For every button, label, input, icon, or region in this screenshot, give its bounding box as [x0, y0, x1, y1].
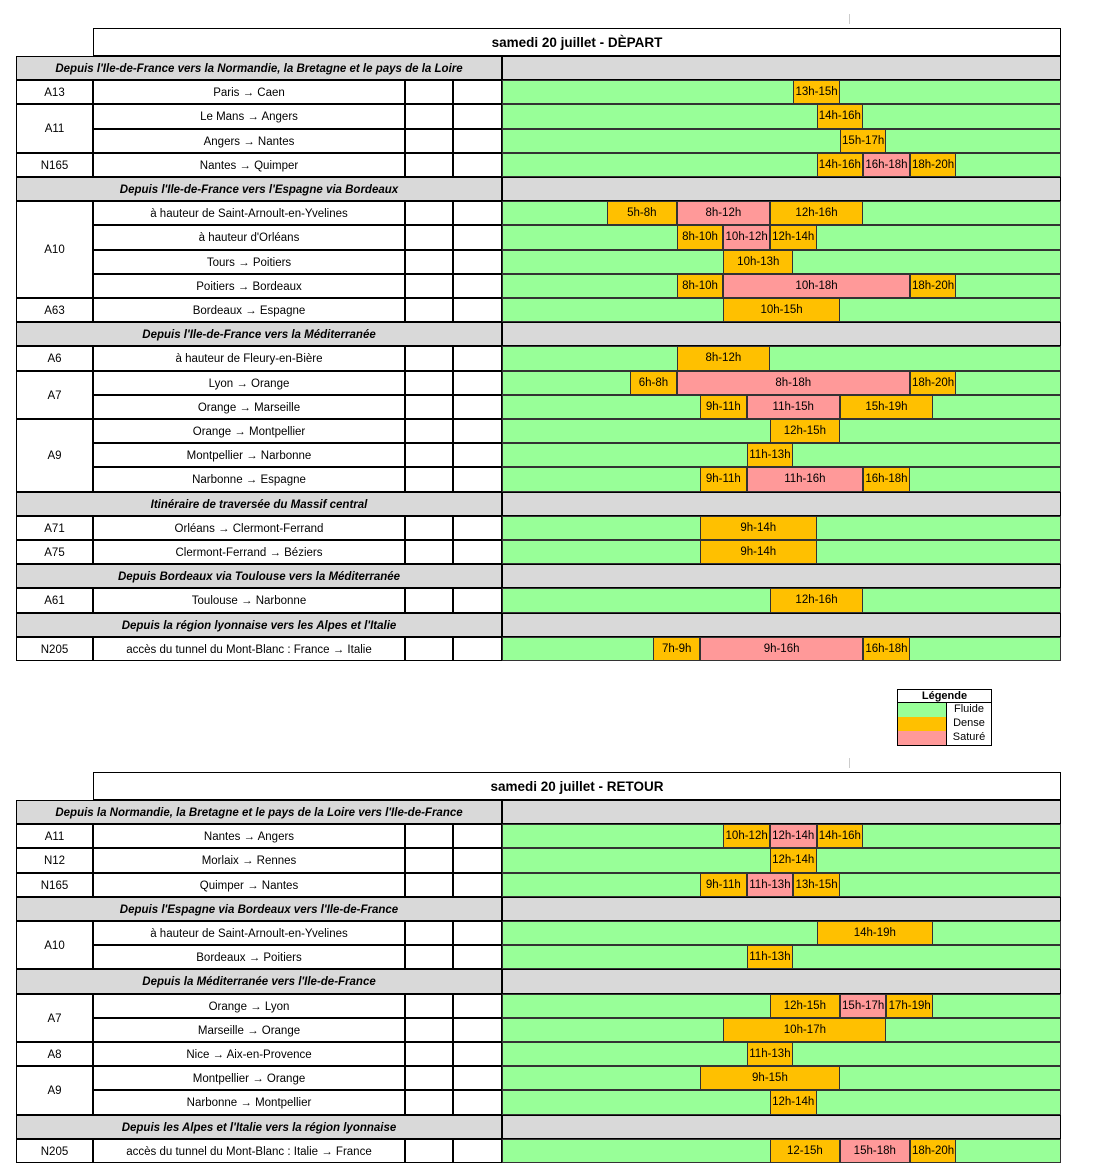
page-tick [849, 14, 850, 24]
blank-cell [453, 1042, 502, 1066]
legend-swatch [898, 731, 946, 745]
route-label: à hauteur de Saint-Arnoult-en-Yvelines [93, 921, 405, 945]
blank-cell [405, 274, 453, 298]
route-label: Bordeaux → Poitiers [93, 945, 405, 969]
traffic-segment-dense: 14h-16h [817, 825, 864, 847]
section-header: Depuis l'Ile-de-France vers la Méditerranée [16, 322, 502, 346]
blank-cell [453, 1090, 502, 1114]
road-number: N12 [16, 848, 93, 872]
route-label: à hauteur de Fleury-en-Bière [93, 346, 405, 370]
section-header-blank [502, 492, 1061, 516]
road-number: A7 [16, 994, 93, 1042]
traffic-segment-sature: 9h-16h [700, 638, 863, 660]
route-label: Morlaix → Rennes [93, 848, 405, 872]
traffic-segment-dense: 16h-18h [863, 468, 910, 490]
blank-cell [405, 419, 453, 443]
blank-cell [453, 80, 502, 104]
traffic-segment-dense: 11h-13h [747, 444, 794, 466]
blank-cell [405, 153, 453, 177]
blank-cell [453, 1139, 502, 1163]
traffic-segment-dense: 8h-12h [677, 347, 770, 369]
blank-cell [405, 443, 453, 467]
traffic-segment-sature: 10h-18h [723, 275, 909, 297]
traffic-segment-dense: 9h-14h [700, 517, 817, 539]
route-label: Montpellier → Narbonne [93, 443, 405, 467]
traffic-segment-dense: 17h-19h [886, 995, 933, 1017]
section-header-blank [502, 897, 1061, 921]
route-label: Nantes → Angers [93, 824, 405, 848]
route-label: Paris → Caen [93, 80, 405, 104]
blank-cell [405, 371, 453, 395]
traffic-segment-dense: 14h-19h [817, 922, 934, 944]
traffic-segment-dense: 7h-9h [653, 638, 700, 660]
traffic-segment-dense: 16h-18h [863, 638, 910, 660]
section-header: Depuis l'Espagne via Bordeaux vers l'Ile-de-France [16, 897, 502, 921]
blank-cell [453, 298, 502, 322]
legend-label: Fluide [946, 703, 991, 717]
section-header-blank [502, 800, 1061, 824]
traffic-segment-dense: 13h-15h [793, 874, 840, 896]
route-label: Nice → Aix-en-Provence [93, 1042, 405, 1066]
blank-cell [453, 1018, 502, 1042]
traffic-segment-dense: 9h-15h [700, 1067, 840, 1089]
blank-cell [453, 848, 502, 872]
route-label: à hauteur d'Orléans [93, 225, 405, 249]
blank-cell [453, 250, 502, 274]
road-number: A71 [16, 516, 93, 540]
blank-cell [405, 250, 453, 274]
traffic-segment-dense: 6h-8h [630, 372, 677, 394]
blank-cell [405, 994, 453, 1018]
route-label: Quimper → Nantes [93, 873, 405, 897]
timeline-bar-fluide [502, 80, 1061, 104]
blank-cell [453, 346, 502, 370]
blank-cell [453, 201, 502, 225]
section-header-blank [502, 322, 1061, 346]
legend-title: Légende [898, 690, 991, 703]
route-label: Orange → Montpellier [93, 419, 405, 443]
traffic-segment-sature: 12h-14h [770, 825, 817, 847]
traffic-segment-sature: 11h-13h [747, 874, 794, 896]
blank-cell [405, 104, 453, 128]
road-number: A7 [16, 371, 93, 419]
route-label: Orléans → Clermont-Ferrand [93, 516, 405, 540]
traffic-segment-dense: 12h-14h [770, 849, 817, 871]
route-label: accès du tunnel du Mont-Blanc : Italie → France [93, 1139, 405, 1163]
road-number: A6 [16, 346, 93, 370]
traffic-segment-dense: 13h-15h [793, 81, 840, 103]
traffic-segment-dense: 12h-16h [770, 589, 863, 611]
traffic-segment-dense: 9h-11h [700, 874, 747, 896]
road-number: N205 [16, 637, 93, 661]
blank-cell [405, 201, 453, 225]
traffic-segment-sature: 10h-12h [723, 226, 770, 248]
road-number: A10 [16, 201, 93, 298]
section-header-blank [502, 969, 1061, 993]
table-title: samedi 20 juillet - DÈPART [93, 28, 1061, 56]
traffic-segment-dense: 11h-13h [747, 1043, 794, 1065]
road-number: A63 [16, 298, 93, 322]
traffic-segment-sature: 11h-16h [747, 468, 864, 490]
route-label: Toulouse → Narbonne [93, 588, 405, 612]
blank-cell [453, 873, 502, 897]
traffic-segment-dense: 12h-16h [770, 202, 863, 224]
legend-swatch [898, 703, 946, 717]
road-number: A9 [16, 419, 93, 492]
section-header: Depuis l'Ile-de-France vers l'Espagne via Bordeaux [16, 177, 502, 201]
blank-cell [453, 129, 502, 153]
traffic-segment-sature: 15h-17h [840, 995, 887, 1017]
timeline-bar-fluide [502, 153, 1061, 177]
blank-cell [453, 395, 502, 419]
traffic-segment-dense: 12h-14h [770, 1091, 817, 1113]
traffic-segment-dense: 14h-16h [817, 154, 864, 176]
blank-cell [453, 945, 502, 969]
route-label: Nantes → Quimper [93, 153, 405, 177]
legend-item [898, 703, 991, 717]
blank-cell [453, 371, 502, 395]
route-label: Angers → Nantes [93, 129, 405, 153]
section-header: Depuis la Normandie, la Bretagne et le pays de la Loire vers l'Ile-de-France [16, 800, 502, 824]
traffic-segment-dense: 9h-11h [700, 396, 747, 418]
blank-cell [405, 1042, 453, 1066]
blank-cell [405, 467, 453, 491]
blank-cell [405, 298, 453, 322]
traffic-segment-dense: 9h-11h [700, 468, 747, 490]
traffic-segment-dense: 15h-19h [840, 396, 933, 418]
section-header: Itinéraire de traversée du Massif central [16, 492, 502, 516]
traffic-segment-dense: 12h-15h [770, 995, 840, 1017]
section-header: Depuis l'Ile-de-France vers la Normandie, la Bretagne et le pays de la Loire [16, 56, 502, 80]
road-number: N165 [16, 873, 93, 897]
blank-cell [453, 274, 502, 298]
route-label: Le Mans → Angers [93, 104, 405, 128]
road-number: A8 [16, 1042, 93, 1066]
blank-cell [405, 225, 453, 249]
traffic-segment-dense: 8h-10h [677, 275, 724, 297]
blank-cell [405, 945, 453, 969]
blank-cell [405, 129, 453, 153]
blank-cell [405, 1090, 453, 1114]
traffic-segment-dense: 18h-20h [910, 275, 957, 297]
traffic-segment-dense: 14h-16h [817, 105, 864, 127]
blank-cell [453, 104, 502, 128]
legend-label: Dense [946, 717, 991, 731]
blank-cell [405, 540, 453, 564]
blank-cell [453, 824, 502, 848]
road-number: A13 [16, 80, 93, 104]
blank-cell [405, 588, 453, 612]
route-label: Orange → Marseille [93, 395, 405, 419]
timeline-bar-fluide [502, 129, 1061, 153]
blank-cell [453, 540, 502, 564]
blank-cell [405, 395, 453, 419]
blank-cell [405, 921, 453, 945]
traffic-segment-dense: 10h-15h [723, 299, 840, 321]
blank-cell [453, 153, 502, 177]
traffic-segment-dense: 10h-13h [723, 251, 793, 273]
road-number: N205 [16, 1139, 93, 1163]
traffic-segment-sature: 8h-18h [677, 372, 910, 394]
blank-cell [405, 873, 453, 897]
blank-cell [405, 824, 453, 848]
blank-cell [453, 637, 502, 661]
section-header: Depuis la région lyonnaise vers les Alpes et l'Italie [16, 613, 502, 637]
route-label: Narbonne → Espagne [93, 467, 405, 491]
blank-cell [453, 443, 502, 467]
route-label: Orange → Lyon [93, 994, 405, 1018]
page-tick [849, 758, 850, 768]
traffic-segment-dense: 12h-15h [770, 420, 840, 442]
blank-cell [453, 516, 502, 540]
blank-cell [405, 1139, 453, 1163]
traffic-segment-dense: 15h-17h [840, 130, 887, 152]
blank-cell [405, 848, 453, 872]
section-header-blank [502, 1115, 1061, 1139]
traffic-segment-dense: 8h-10h [677, 226, 724, 248]
traffic-segment-dense: 12h-14h [770, 226, 817, 248]
timeline-bar-fluide [502, 921, 1061, 945]
road-number: N165 [16, 153, 93, 177]
section-header-blank [502, 613, 1061, 637]
road-number: A11 [16, 824, 93, 848]
road-number: A61 [16, 588, 93, 612]
blank-cell [405, 637, 453, 661]
legend-item [898, 731, 991, 745]
blank-cell [453, 921, 502, 945]
section-header: Depuis les Alpes et l'Italie vers la région lyonnaise [16, 1115, 502, 1139]
timeline-bar-fluide [502, 104, 1061, 128]
road-number: A11 [16, 104, 93, 152]
blank-cell [405, 346, 453, 370]
route-label: à hauteur de Saint-Arnoult-en-Yvelines [93, 201, 405, 225]
traffic-segment-sature: 8h-12h [677, 202, 770, 224]
traffic-segment-dense: 11h-13h [747, 946, 794, 968]
section-header-blank [502, 177, 1061, 201]
traffic-segment-sature: 11h-15h [747, 396, 840, 418]
route-label: Bordeaux → Espagne [93, 298, 405, 322]
blank-cell [453, 1066, 502, 1090]
traffic-segment-dense: 12-15h [770, 1140, 840, 1162]
road-number: A9 [16, 1066, 93, 1114]
blank-cell [405, 80, 453, 104]
blank-cell [453, 225, 502, 249]
traffic-segment-dense: 10h-17h [723, 1019, 886, 1041]
traffic-segment-dense: 18h-20h [910, 372, 957, 394]
section-header: Depuis Bordeaux via Toulouse vers la Méditerranée [16, 564, 502, 588]
timeline-bar-fluide [502, 346, 1061, 370]
legend [897, 689, 992, 746]
traffic-segment-sature: 15h-18h [840, 1140, 910, 1162]
blank-cell [405, 1066, 453, 1090]
blank-cell [405, 516, 453, 540]
blank-cell [405, 1018, 453, 1042]
legend-label: Saturé [946, 731, 991, 745]
traffic-segment-sature: 16h-18h [863, 154, 910, 176]
blank-cell [453, 419, 502, 443]
traffic-segment-dense: 9h-14h [700, 541, 817, 563]
blank-cell [453, 467, 502, 491]
blank-cell [453, 588, 502, 612]
traffic-segment-dense: 10h-12h [723, 825, 770, 847]
section-header: Depuis la Méditerranée vers l'Ile-de-France [16, 969, 502, 993]
route-label: Poitiers → Bordeaux [93, 274, 405, 298]
traffic-segment-dense: 18h-20h [910, 154, 957, 176]
route-label: Lyon → Orange [93, 371, 405, 395]
section-header-blank [502, 56, 1061, 80]
route-label: accès du tunnel du Mont-Blanc : France → Italie [93, 637, 405, 661]
traffic-segment-dense: 18h-20h [910, 1140, 957, 1162]
road-number: A75 [16, 540, 93, 564]
traffic-segment-dense: 5h-8h [607, 202, 677, 224]
legend-swatch [898, 717, 946, 731]
table-title: samedi 20 juillet - RETOUR [93, 772, 1061, 800]
route-label: Montpellier → Orange [93, 1066, 405, 1090]
route-label: Marseille → Orange [93, 1018, 405, 1042]
blank-cell [453, 994, 502, 1018]
road-number: A10 [16, 921, 93, 969]
legend-item [898, 717, 991, 731]
route-label: Clermont-Ferrand → Béziers [93, 540, 405, 564]
route-label: Narbonne → Montpellier [93, 1090, 405, 1114]
route-label: Tours → Poitiers [93, 250, 405, 274]
section-header-blank [502, 564, 1061, 588]
